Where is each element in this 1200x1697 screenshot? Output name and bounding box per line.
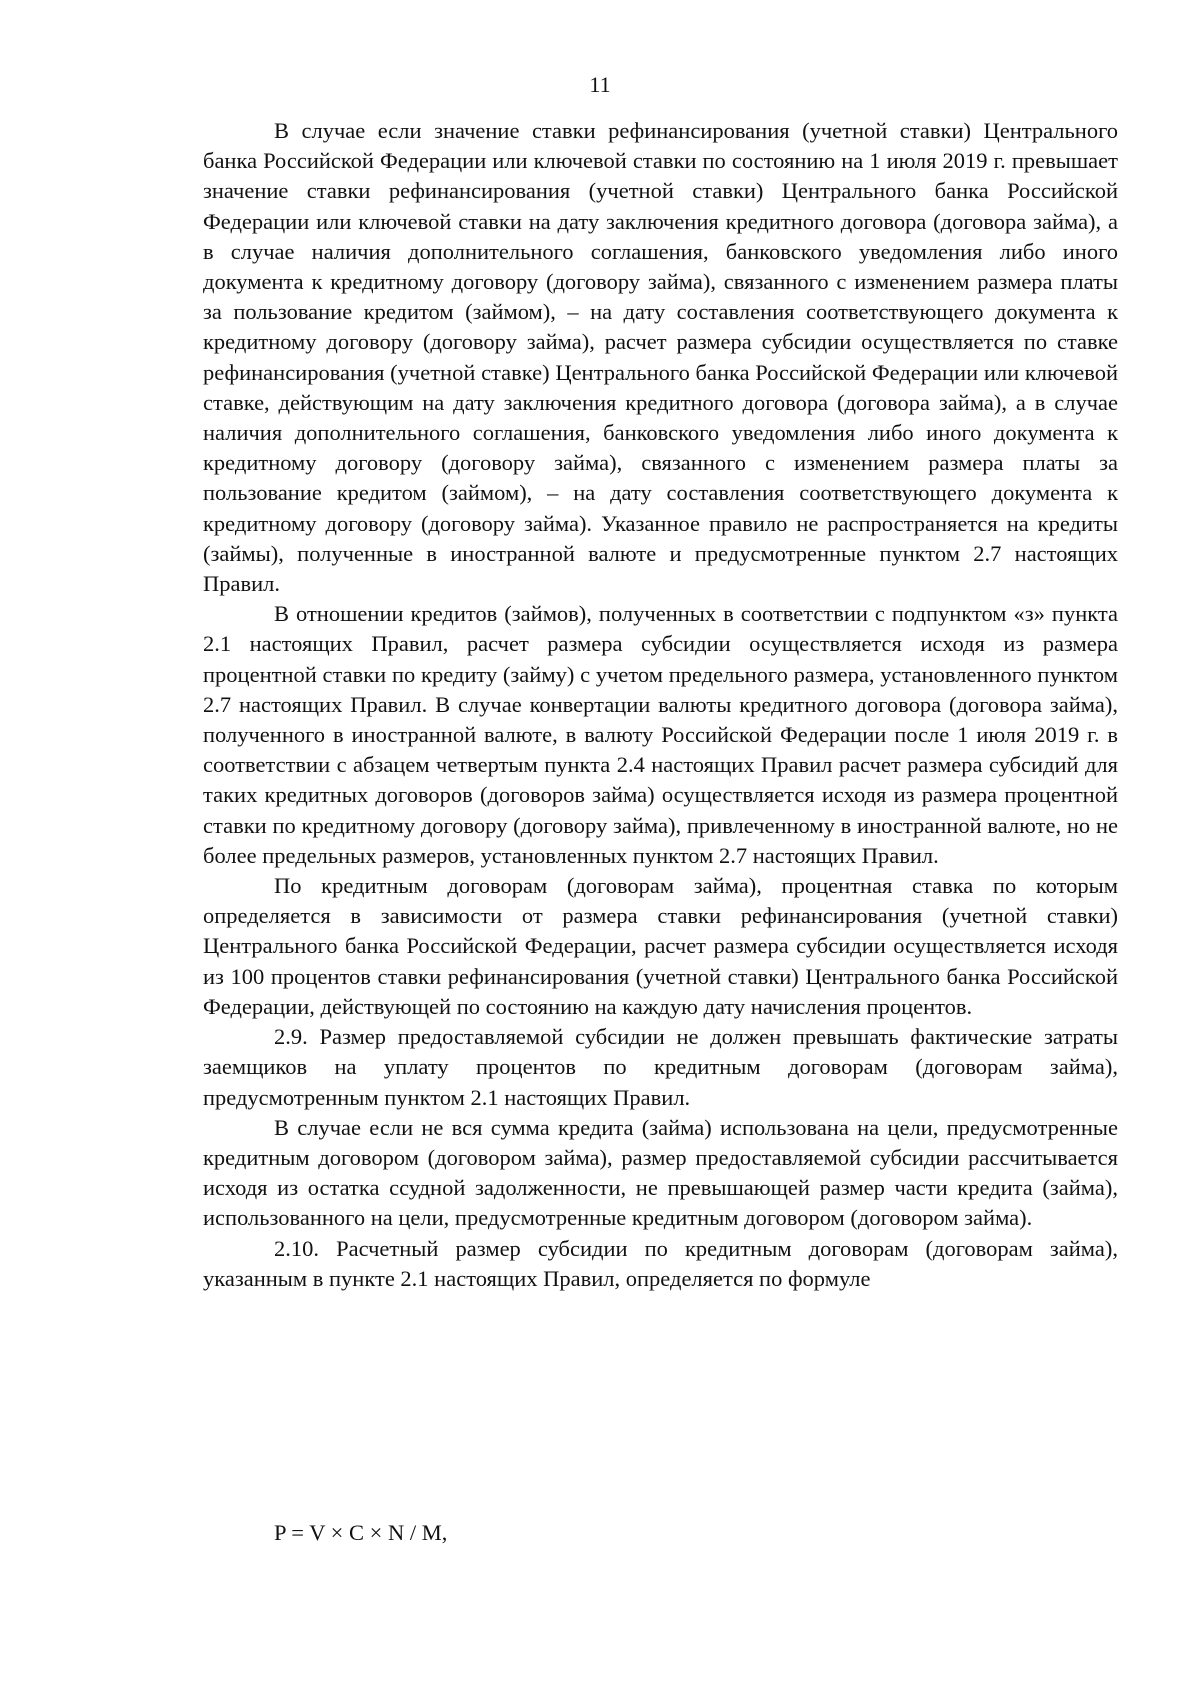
paragraph-foreign-currency-loans: В отношении кредитов (займов), полученных в соответствии с подпунктом «з» пункта 2.1 настоящих Правил, расчет размера субсидии осуществляется исходя из размера процентной ставки по кредиту (займу) с учетом предельного размера, установленного пунктом 2.7 настоящих Правил. В случае конвертации валюты кредитного договора (договора займа), полученного в иностранной валюте, в валюту Российской Федерации после 1 июля 2019 г. в соответствии с абзацем четвертым пункта 2.4 настоящих Правил расчет размера субсидий для таких кредитных договоров (договоров займа) осуществляется исходя из размера процентной ставки по кредитному договору (договору займа), привлеченному в иностранной валюте, но не более предельных размеров, установленных пунктом 2.7 настоящих Правил. <box>203 601 1118 868</box>
paragraph-2-10: 2.10. Расчетный размер субсидии по кредитным договорам (договорам займа), указанным в пункте 2.1 настоящих Правил, определяется по формуле <box>203 1235 1118 1291</box>
paragraph-unused-loan-amount: В случае если не вся сумма кредита (займа) использована на цели, предусмотренные кредитным договором (договором займа), размер предоставляемой субсидии рассчитывается исходя из остатка ссудной задолженности, не превышающей размер части кредита (займа), использованного на цели, предусмотренные кредитным договором (договором займа). <box>203 1114 1118 1231</box>
paragraph-2-9: 2.9. Размер предоставляемой субсидии не должен превышать фактические затраты заемщиков на уплату процентов по кредитным договорам (договорам займа), предусмотренным пунктом 2.1 настоящих Правил. <box>203 1024 1118 1110</box>
paragraph-floating-rate-loans: По кредитным договорам (договорам займа), процентная ставка по которым определяется в зависимости от размера ставки рефинансирования (учетной ставки) Центрального банка Российской Федерации, расчет размера субсидии осуществляется исходя из 100 процентов ставки рефинансирования (учетной ставки) Центрального банка Российской Федерации, действующей по состоянию на каждую дату начисления процентов. <box>203 873 1118 1019</box>
subsidy-formula: P = V × C × N / M, <box>274 1520 448 1545</box>
page-number: 11 <box>589 72 611 97</box>
document-body <box>203 116 1118 1294</box>
paragraph-refinancing-rate: В случае если значение ставки рефинансирования (учетной ставки) Центрального банка Российской Федерации или ключевой ставки по состоянию на 1 июля 2019 г. превышает значение ставки рефинансирования (учетной ставки) Центрального банка Российской Федерации или ключевой ставки на дату заключения кредитного договора (договора займа), а в случае наличия дополнительного соглашения, банковского уведомления либо иного документа к кредитному договору (договору займа), связанного с изменением размера платы за пользование кредитом (займом), – на дату составления соответствующего документа к кредитному договору (договору займа), расчет размера субсидии осуществляется по ставке рефинансирования (учетной ставке) Центрального банка Российской Федерации или ключевой ставке, действующим на дату заключения кредитного договора (договора займа), а в случае наличия дополнительного соглашения, банковского уведомления либо иного документа к кредитному договору (договору займа), связанного с изменением размера платы за пользование кредитом (займом), – на дату составления соответствующего документа к кредитному договору (договору займа). Указанное правило не распространяется на кредиты (займы), полученные в иностранной валюте и предусмотренные пунктом 2.7 настоящих Правил. <box>203 118 1118 597</box>
